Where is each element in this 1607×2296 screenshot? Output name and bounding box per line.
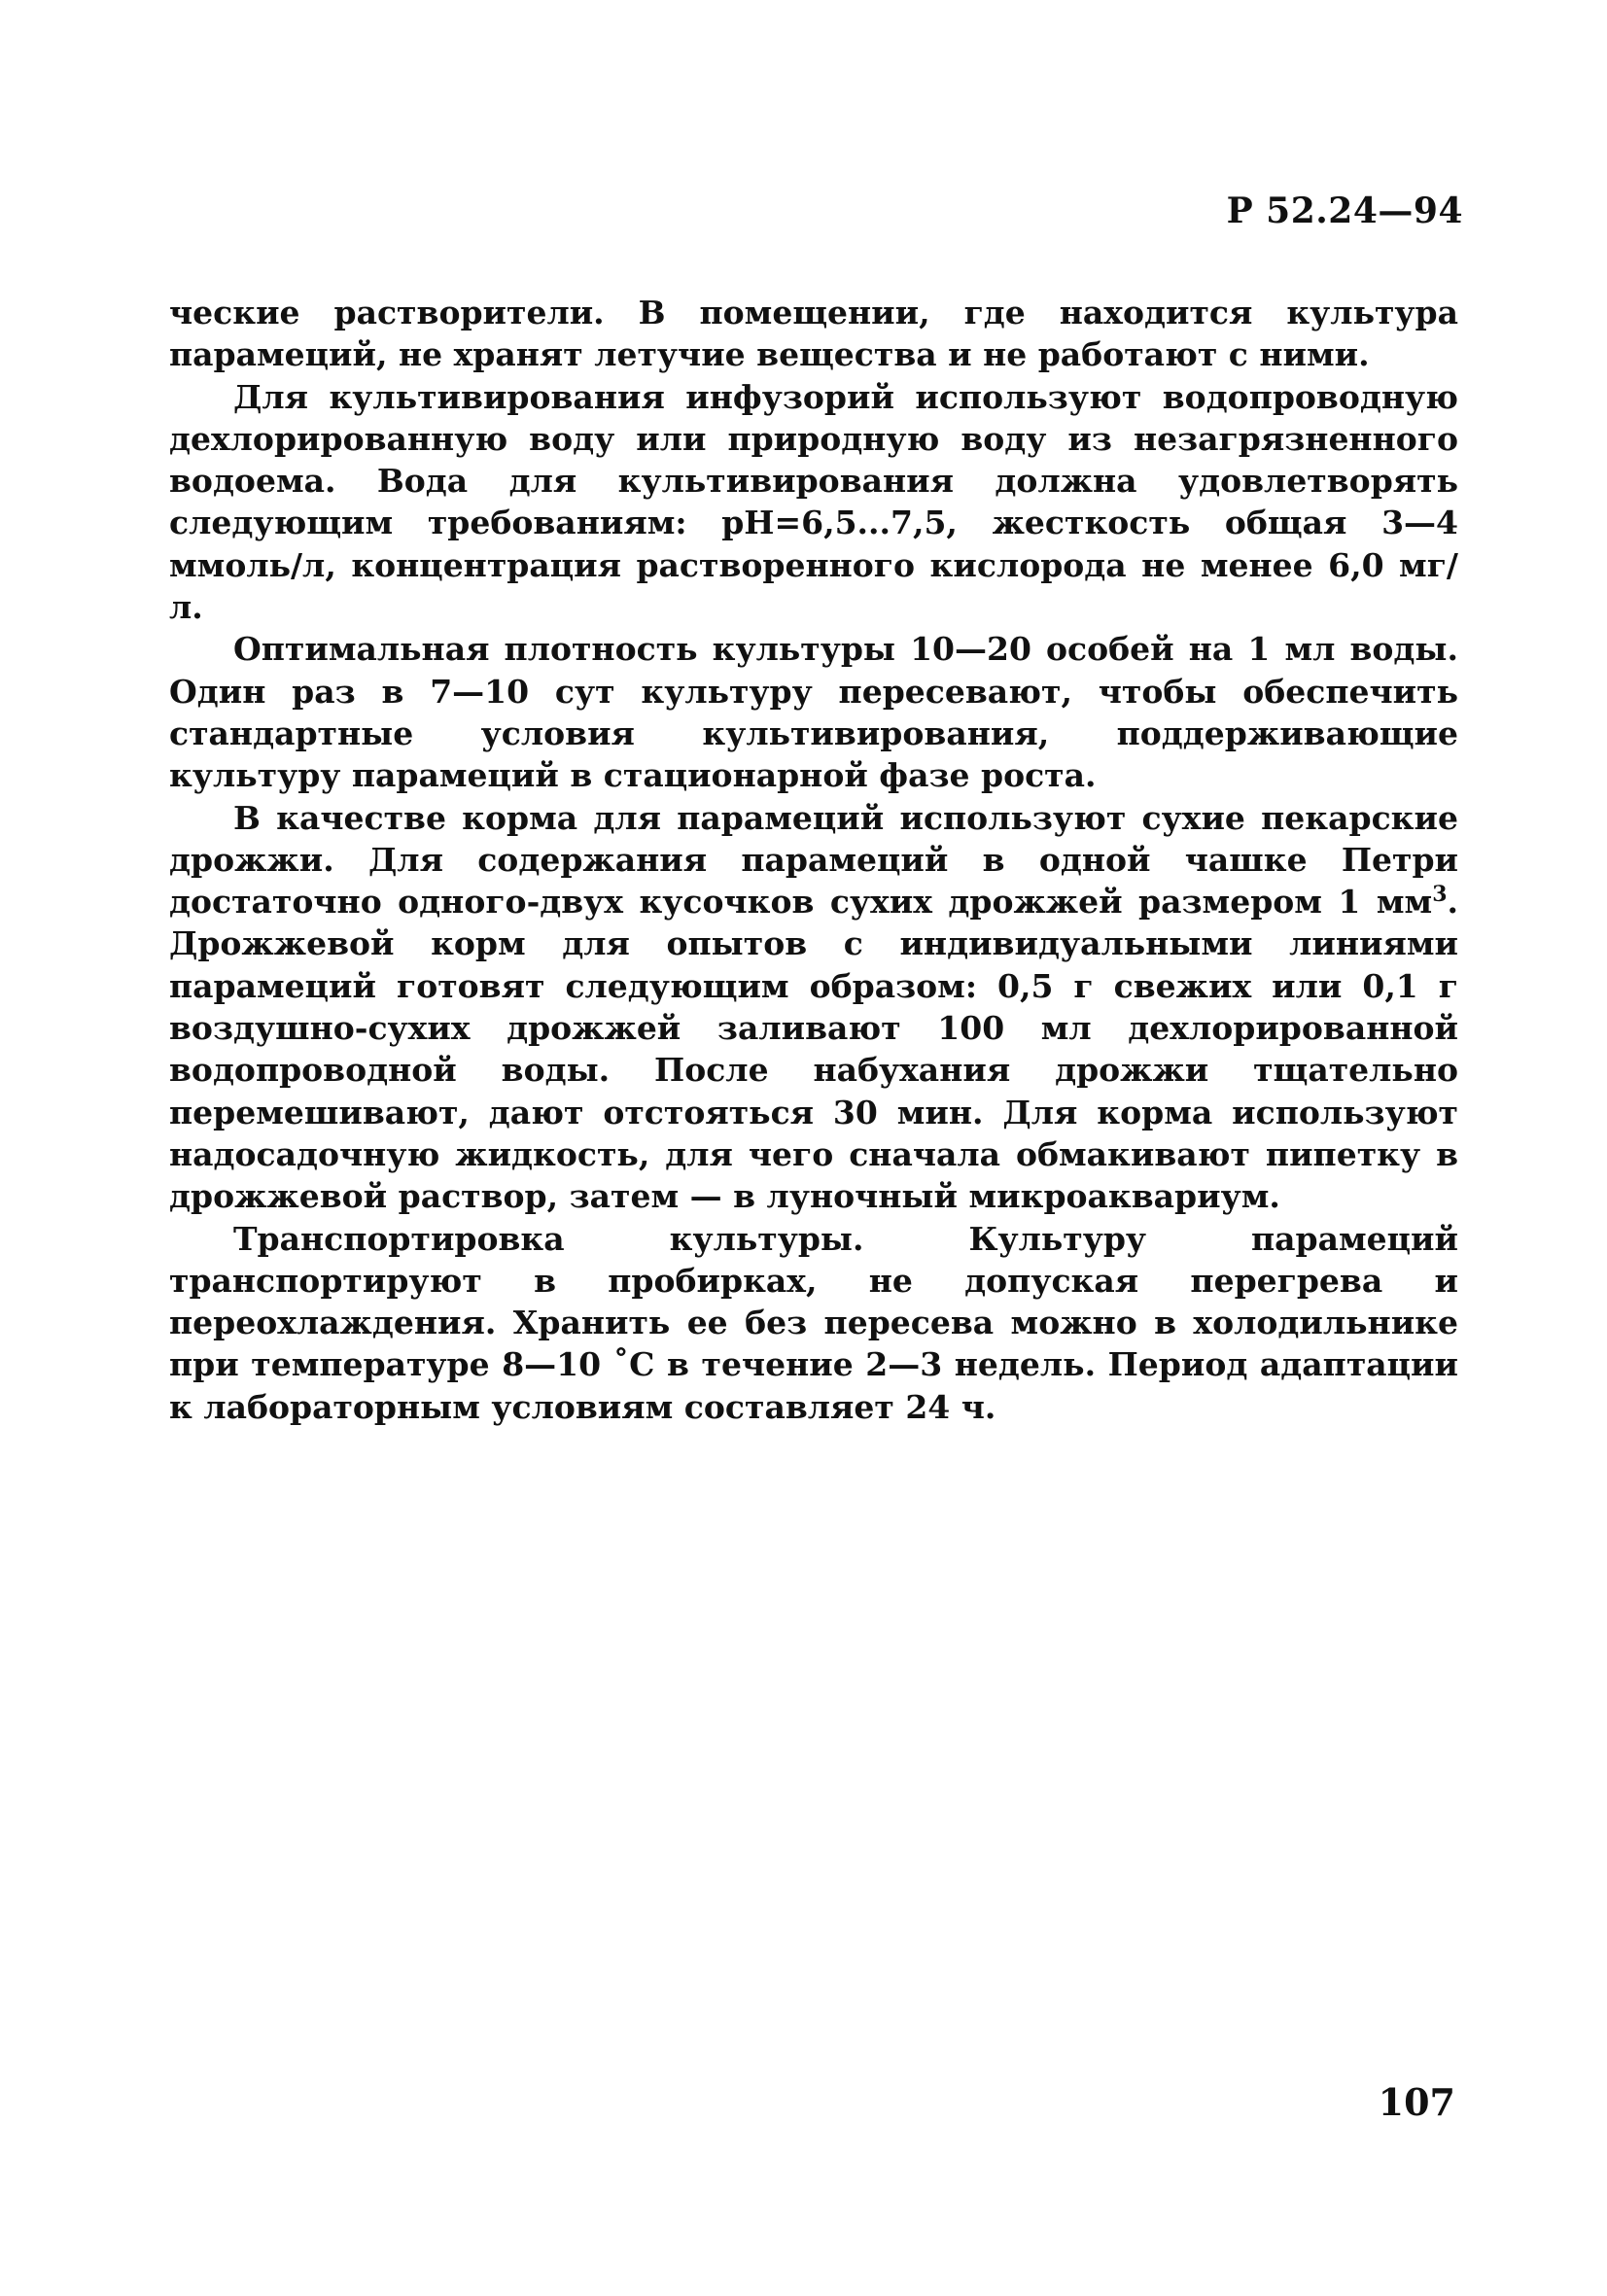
feed-text-before: В качестве корма для парамеций используют сухие пекарские дрожжи. Для содержания парамеций в одной чашке Петри достаточно одного-двух кусочков сухих дрожжей размером 1 мм bbox=[169, 798, 1458, 922]
paragraph-feed bbox=[169, 797, 1458, 1218]
run-in-heading: Транспортировка культуры. bbox=[233, 1219, 864, 1258]
feed-text-after: . Дрожжевой корм для опытов с индивидуальными линиями парамеций готовят следующим образом: 0,5 г свежих или 0,1 г воздушно-сухих дрожжей заливают 100 мл дехлорированной водопроводной воды. После набухания дрожжи тщательно перемешивают, дают отстояться 30 мин. Для корма используют надосадочную жидкость, для чего сначала обмакивают пипетку в дрожжевой раствор, затем — в луночный микроаквариум. bbox=[169, 883, 1458, 1216]
transport-text: Культуру парамеций транспортируют в пробирках, не допуская перегрева и переохлаждения. Хранить ее без пересева можно в холодильнике при температуре 8—10 ˚С в течение 2—3 недель. Период адаптации к лабораторным условиям составляет 24 ч. bbox=[169, 1219, 1458, 1426]
paragraph-transport bbox=[169, 1218, 1458, 1428]
paragraph-water-requirements: Для культивирования инфузорий используют водопроводную дехлорированную воду или природную воду из незагрязненного водоема. Вода для культивирования должна удовлетворять следующим требованиям: pH=6,5...7,5, жесткость общая 3—4 ммоль/л, концентрация растворенного кислорода не менее 6,0 мг/л. bbox=[169, 377, 1458, 627]
document-code: Р 52.24—94 bbox=[1226, 191, 1463, 231]
body-text bbox=[169, 292, 1458, 1428]
paragraph-culture-density: Оптимальная плотность культуры 10—20 особей на 1 мл воды. Один раз в 7—10 сут культуру пересевают, чтобы обеспечить стандартные условия культивирования, поддерживающие культуру парамеций в стационарной фазе роста. bbox=[169, 630, 1458, 795]
paragraph-continuation: ческие растворители. В помещении, где находится культура парамеций, не хранят летучие вещества и не работают с ними. bbox=[169, 294, 1458, 374]
page-number: 107 bbox=[1378, 2080, 1455, 2124]
superscript-cubic: 3 bbox=[1432, 882, 1448, 908]
